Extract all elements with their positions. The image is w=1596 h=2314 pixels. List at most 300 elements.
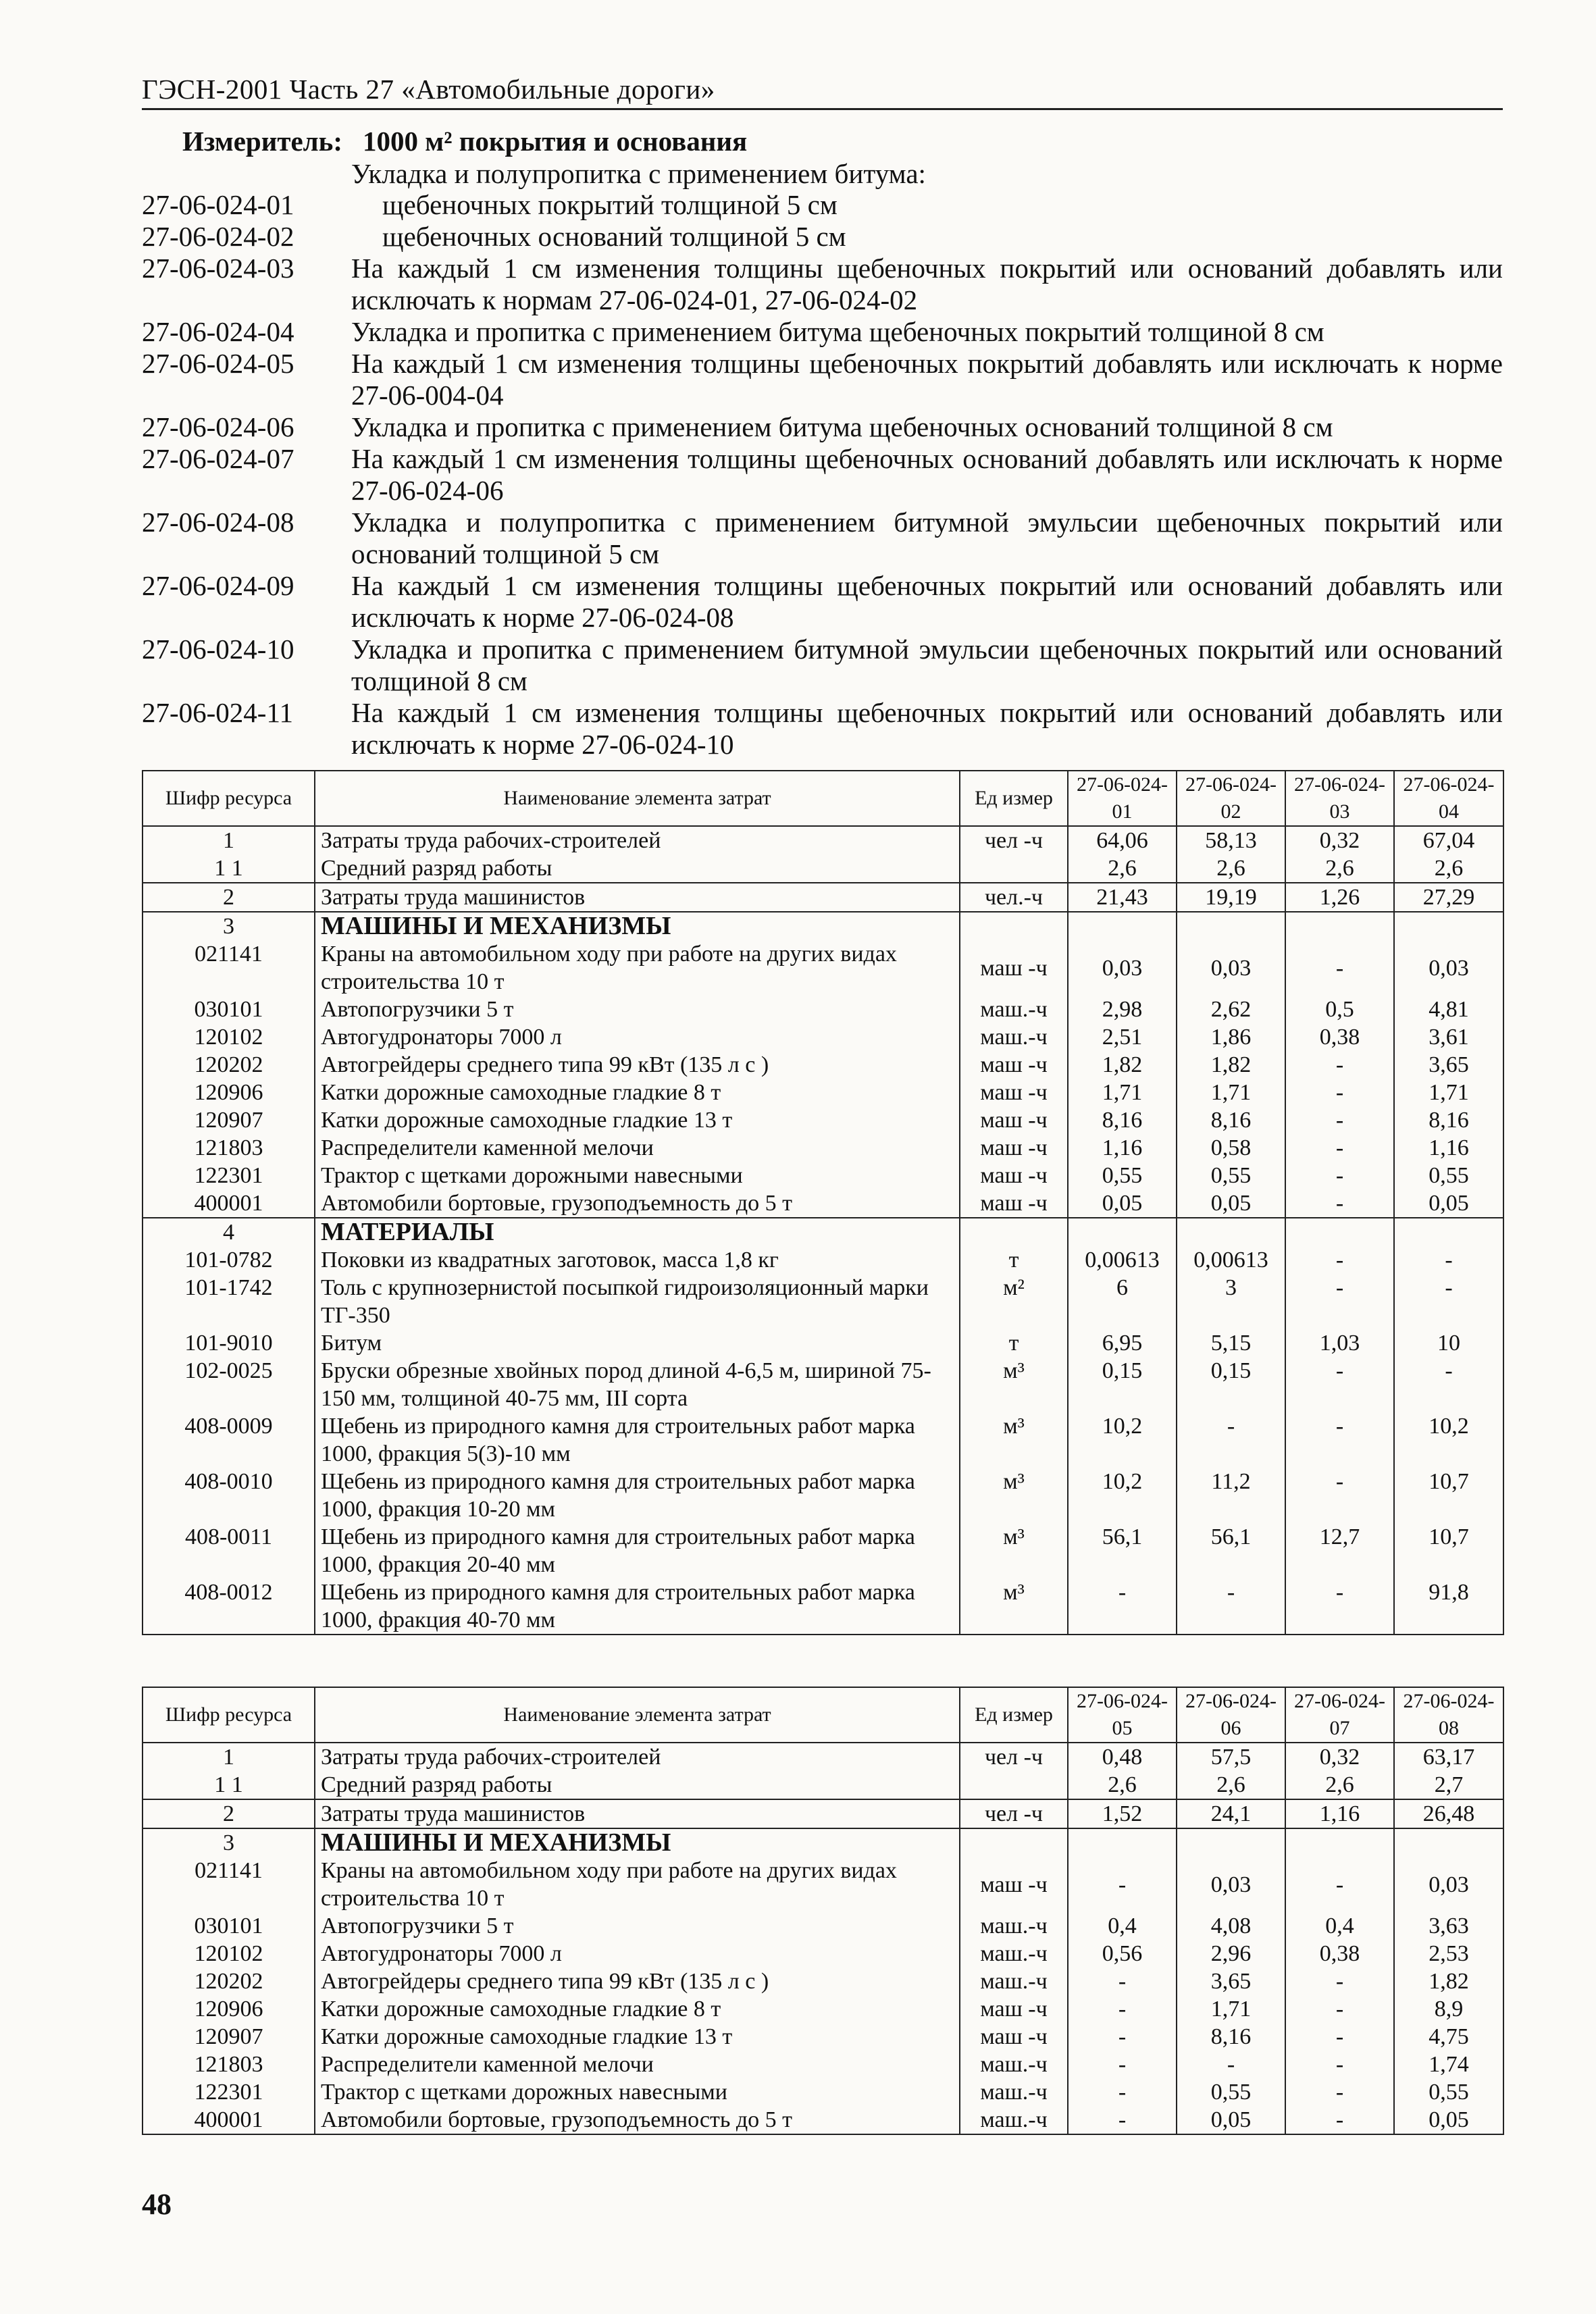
norm-description: Укладка и пропитка с применением битума щебеночных покрытий толщиной 8 см xyxy=(351,316,1324,347)
cell-value: 2,6 xyxy=(1394,854,1503,883)
cell-code: 408-0011 xyxy=(143,1523,315,1578)
cell-name: Краны на автомобильном ходу при работе на других видах строительства 10 т xyxy=(315,1857,960,1912)
cell-value: - xyxy=(1285,1357,1394,1412)
cell-name: Автогудронаторы 7000 л xyxy=(315,1940,960,1968)
cell-value: 1,71 xyxy=(1177,1079,1285,1106)
cell-value: - xyxy=(1285,1274,1394,1329)
table-row xyxy=(143,2051,1503,2078)
cell-value: - xyxy=(1285,1189,1394,1218)
page-number: 48 xyxy=(142,2188,172,2221)
cell-value: 0,55 xyxy=(1394,2078,1503,2106)
cell-value: - xyxy=(1285,1162,1394,1189)
cell-unit xyxy=(960,1771,1068,1799)
cell-code: 408-0010 xyxy=(143,1468,315,1523)
cell-name: Щебень из природного камня для строительных работ марка 1000, фракция 20-40 мм xyxy=(315,1523,960,1578)
cell-value: 1,74 xyxy=(1394,2051,1503,2078)
cell-value xyxy=(1394,1828,1503,1857)
cell-code: 021141 xyxy=(143,1857,315,1912)
norm-entry xyxy=(142,570,1503,634)
cell-name: Автомобили бортовые, грузоподъемность до 5 т xyxy=(315,1189,960,1218)
cell-value: 8,9 xyxy=(1394,1995,1503,2023)
table-row xyxy=(143,1274,1503,1329)
cell-unit: чел -ч xyxy=(960,826,1068,854)
cell-name: Краны на автомобильном ходу при работе на других видах строительства 10 т xyxy=(315,940,960,996)
cell-name: Катки дорожные самоходные гладкие 8 т xyxy=(315,1079,960,1106)
cell-unit: маш -ч xyxy=(960,1051,1068,1079)
norm-code: 27-06-024-03 xyxy=(142,253,294,284)
cell-value: 21,43 xyxy=(1068,883,1177,912)
column-header: 27-06-024-07 xyxy=(1285,1687,1394,1743)
cell-unit: маш -ч xyxy=(960,940,1068,996)
cell-unit xyxy=(960,854,1068,883)
table-row xyxy=(143,1940,1503,1968)
table-row xyxy=(143,826,1503,854)
cell-unit: т xyxy=(960,1246,1068,1274)
norm-code: 27-06-024-08 xyxy=(142,507,294,538)
cell-value: - xyxy=(1177,1412,1285,1468)
cell-name: Трактор с щетками дорожных навесными xyxy=(315,2078,960,2106)
cell-code: 030101 xyxy=(143,1912,315,1940)
cell-code: 120907 xyxy=(143,2023,315,2051)
cell-value: 1,52 xyxy=(1068,1799,1177,1828)
table-row xyxy=(143,1799,1503,1828)
cell-code: 101-9010 xyxy=(143,1329,315,1357)
cell-value: 6,95 xyxy=(1068,1329,1177,1357)
cell-value: 67,04 xyxy=(1394,826,1503,854)
table-row xyxy=(143,1912,1503,1940)
cell-unit: маш -ч xyxy=(960,1079,1068,1106)
cell-value: - xyxy=(1285,2023,1394,2051)
resource-table-1 xyxy=(142,770,1504,1635)
cell-value: 58,13 xyxy=(1177,826,1285,854)
cell-value: 0,4 xyxy=(1285,1912,1394,1940)
table-row xyxy=(143,940,1503,996)
cell-value: 1,71 xyxy=(1068,1079,1177,1106)
cell-value: - xyxy=(1285,1968,1394,1995)
cell-value: 0,48 xyxy=(1068,1743,1177,1771)
cell-value: 0,55 xyxy=(1177,1162,1285,1189)
column-header: 27-06-024-05 xyxy=(1068,1687,1177,1743)
norm-description: На каждый 1 см изменения толщины щебеночных покрытий или оснований добавлять или исключать к норме 27-06-024-10 xyxy=(351,697,1503,760)
table-row xyxy=(143,1189,1503,1218)
cell-code: 021141 xyxy=(143,940,315,996)
cell-unit: маш -ч xyxy=(960,1162,1068,1189)
cell-code: 4 xyxy=(143,1218,315,1246)
cell-unit: маш -ч xyxy=(960,1134,1068,1162)
cell-code: 120907 xyxy=(143,1106,315,1134)
cell-name: Щебень из природного камня для строительных работ марка 1000, фракция 40-70 мм xyxy=(315,1578,960,1635)
cell-value: 1,16 xyxy=(1285,1799,1394,1828)
cell-value: 1,16 xyxy=(1394,1134,1503,1162)
column-header: 27-06-024-01 xyxy=(1068,771,1177,826)
cell-name: Щебень из природного камня для строительных работ марка 1000, фракция 10-20 мм xyxy=(315,1468,960,1523)
cell-value xyxy=(1068,912,1177,940)
cell-unit: м² xyxy=(960,1274,1068,1329)
cell-value: - xyxy=(1068,1968,1177,1995)
cell-value: 0,55 xyxy=(1068,1162,1177,1189)
table-row xyxy=(143,1468,1503,1523)
norm-code: 27-06-024-02 xyxy=(142,221,294,252)
table-row xyxy=(143,1134,1503,1162)
cell-code: 3 xyxy=(143,912,315,940)
page-header-title: ГЭСН-2001 Часть 27 «Автомобильные дороги» xyxy=(142,74,715,105)
column-header: Шифр ресурса xyxy=(143,1687,315,1743)
cell-code: 120102 xyxy=(143,1940,315,1968)
cell-value: 24,1 xyxy=(1177,1799,1285,1828)
cell-value: 2,53 xyxy=(1394,1940,1503,1968)
cell-code: 101-1742 xyxy=(143,1274,315,1329)
cell-code: 122301 xyxy=(143,1162,315,1189)
cell-value: 1,16 xyxy=(1068,1134,1177,1162)
cell-code: 102-0025 xyxy=(143,1357,315,1412)
cell-value: 57,5 xyxy=(1177,1743,1285,1771)
cell-code: 120906 xyxy=(143,1995,315,2023)
section-header-row xyxy=(143,1828,1503,1857)
cell-value: - xyxy=(1177,2051,1285,2078)
column-header: Ед измер xyxy=(960,771,1068,826)
cell-name: Средний разряд работы xyxy=(315,1771,960,1799)
cell-unit: маш.-ч xyxy=(960,2106,1068,2134)
norm-entry xyxy=(142,189,1503,221)
cell-value: 26,48 xyxy=(1394,1799,1503,1828)
cell-value: 0,00613 xyxy=(1068,1246,1177,1274)
table-row xyxy=(143,1968,1503,1995)
cell-code: 408-0009 xyxy=(143,1412,315,1468)
cell-code: 2 xyxy=(143,1799,315,1828)
measure-line xyxy=(182,125,747,157)
cell-value xyxy=(1285,912,1394,940)
norm-entry xyxy=(142,253,1503,316)
cell-name: Бруски обрезные хвойных пород длиной 4-6,5 м, шириной 75-150 мм, толщиной 40-75 мм, III сорта xyxy=(315,1357,960,1412)
cell-value: 0,15 xyxy=(1177,1357,1285,1412)
cell-unit: маш.-ч xyxy=(960,2078,1068,2106)
cell-value: 0,03 xyxy=(1394,940,1503,996)
table-row xyxy=(143,1357,1503,1412)
cell-value: 6 xyxy=(1068,1274,1177,1329)
cell-value: 3,63 xyxy=(1394,1912,1503,1940)
cell-value: 1,71 xyxy=(1394,1079,1503,1106)
norm-entry xyxy=(142,221,1503,253)
cell-unit: чел -ч xyxy=(960,1743,1068,1771)
table-row xyxy=(143,1246,1503,1274)
norm-code: 27-06-024-06 xyxy=(142,411,294,442)
cell-unit: м³ xyxy=(960,1578,1068,1635)
cell-value: - xyxy=(1068,2106,1177,2134)
table-row xyxy=(143,1106,1503,1134)
cell-value: - xyxy=(1285,2106,1394,2134)
cell-value: 0,32 xyxy=(1285,1743,1394,1771)
cell-value: 4,08 xyxy=(1177,1912,1285,1940)
cell-value: 0,03 xyxy=(1394,1857,1503,1912)
table-row xyxy=(143,1771,1503,1799)
cell-value: 0,05 xyxy=(1177,1189,1285,1218)
cell-value: 0,55 xyxy=(1177,2078,1285,2106)
cell-name: Катки дорожные самоходные гладкие 8 т xyxy=(315,1995,960,2023)
cell-value xyxy=(1177,1218,1285,1246)
cell-value: 0,03 xyxy=(1177,1857,1285,1912)
cell-name: Автопогрузчики 5 т xyxy=(315,996,960,1023)
table-row xyxy=(143,1162,1503,1189)
cell-value xyxy=(1068,1828,1177,1857)
norm-code: 27-06-024-09 xyxy=(142,570,294,601)
table-row xyxy=(143,1079,1503,1106)
cell-name: Щебень из природного камня для строительных работ марка 1000, фракция 5(3)-10 мм xyxy=(315,1412,960,1468)
norm-description: Укладка и полупропитка с применением битумной эмульсии щебеночных покрытий или оснований толщиной 5 см xyxy=(351,507,1503,569)
cell-value: - xyxy=(1285,1246,1394,1274)
table-row xyxy=(143,1857,1503,1912)
norm-entry xyxy=(142,697,1503,761)
cell-unit: маш -ч xyxy=(960,1189,1068,1218)
cell-value: - xyxy=(1394,1274,1503,1329)
cell-value: 0,56 xyxy=(1068,1940,1177,1968)
cell-value: 3 xyxy=(1177,1274,1285,1329)
cell-value: 27,29 xyxy=(1394,883,1503,912)
cell-value: 56,1 xyxy=(1068,1523,1177,1578)
cell-value xyxy=(1285,1218,1394,1246)
column-header: 27-06-024-08 xyxy=(1394,1687,1503,1743)
cell-name: Автомобили бортовые, грузоподъемность до 5 т xyxy=(315,2106,960,2134)
cell-value: 0,05 xyxy=(1394,1189,1503,1218)
table-row xyxy=(143,1412,1503,1468)
cell-unit: маш.-ч xyxy=(960,2051,1068,2078)
norm-code: 27-06-024-05 xyxy=(142,348,294,379)
cell-code: 120202 xyxy=(143,1051,315,1079)
cell-value: - xyxy=(1285,1051,1394,1079)
cell-value: 3,65 xyxy=(1394,1051,1503,1079)
cell-unit: маш.-ч xyxy=(960,1023,1068,1051)
norm-description: Укладка и пропитка с применением битума щебеночных оснований толщиной 8 см xyxy=(351,411,1333,442)
table-header-row xyxy=(143,1687,1503,1743)
cell-value: 2,6 xyxy=(1177,854,1285,883)
cell-code: 120102 xyxy=(143,1023,315,1051)
norm-description: На каждый 1 см изменения толщины щебеночных оснований добавлять или исключать к норме 27-06-024-06 xyxy=(351,443,1503,506)
cell-value: 0,55 xyxy=(1394,1162,1503,1189)
cell-value: 8,16 xyxy=(1068,1106,1177,1134)
cell-unit: маш.-ч xyxy=(960,996,1068,1023)
cell-value: 0,38 xyxy=(1285,1940,1394,1968)
table-row xyxy=(143,2023,1503,2051)
cell-name: Затраты труда машинистов xyxy=(315,883,960,912)
cell-code: 120202 xyxy=(143,1968,315,1995)
cell-value: 4,81 xyxy=(1394,996,1503,1023)
cell-unit: маш -ч xyxy=(960,1857,1068,1912)
cell-value: 0,32 xyxy=(1285,826,1394,854)
column-header: Ед измер xyxy=(960,1687,1068,1743)
cell-name: Катки дорожные самоходные гладкие 13 т xyxy=(315,1106,960,1134)
norm-description: Укладка и пропитка с применением битумной эмульсии щебеночных покрытий или оснований толщиной 8 см xyxy=(351,634,1503,696)
cell-value: 10,2 xyxy=(1394,1412,1503,1468)
resource-table-2 xyxy=(142,1687,1504,2135)
norm-entry xyxy=(142,316,1503,348)
norm-description: На каждый 1 см изменения толщины щебеночных покрытий или оснований добавлять или исключать к нормам 27-06-024-01, 27-06-024-02 xyxy=(351,253,1503,315)
cell-value: 10,2 xyxy=(1068,1412,1177,1468)
table-row xyxy=(143,1023,1503,1051)
cell-code: 1 1 xyxy=(143,1771,315,1799)
cell-value xyxy=(1394,1218,1503,1246)
table-row xyxy=(143,996,1503,1023)
cell-name: Распределители каменной мелочи xyxy=(315,1134,960,1162)
cell-name: Автогрейдеры среднего типа 99 кВт (135 л с ) xyxy=(315,1968,960,1995)
cell-value: 10 xyxy=(1394,1329,1503,1357)
cell-code: 121803 xyxy=(143,2051,315,2078)
cell-unit: маш.-ч xyxy=(960,1968,1068,1995)
cell-code: 400001 xyxy=(143,1189,315,1218)
table-row xyxy=(143,1523,1503,1578)
cell-code: 3 xyxy=(143,1828,315,1857)
cell-value: 0,05 xyxy=(1068,1189,1177,1218)
cell-value xyxy=(1177,1828,1285,1857)
cell-unit: маш -ч xyxy=(960,1995,1068,2023)
norm-entries-list xyxy=(142,189,1503,761)
cell-value: 0,15 xyxy=(1068,1357,1177,1412)
norm-entry xyxy=(142,634,1503,697)
cell-unit: маш.-ч xyxy=(960,1940,1068,1968)
norm-code: 27-06-024-04 xyxy=(142,316,294,347)
cell-value: 2,98 xyxy=(1068,996,1177,1023)
cell-value xyxy=(1285,1828,1394,1857)
cell-unit xyxy=(960,1218,1068,1246)
norm-description: На каждый 1 см изменения толщины щебеночных покрытий или оснований добавлять или исключать к норме 27-06-024-08 xyxy=(351,570,1503,633)
norm-entry xyxy=(142,348,1503,411)
cell-unit: маш -ч xyxy=(960,2023,1068,2051)
cell-value: 0,5 xyxy=(1285,996,1394,1023)
cell-name: Автопогрузчики 5 т xyxy=(315,1912,960,1940)
cell-name: Трактор с щетками дорожными навесными xyxy=(315,1162,960,1189)
cell-value: 3,61 xyxy=(1394,1023,1503,1051)
cell-unit xyxy=(960,912,1068,940)
cell-value: 12,7 xyxy=(1285,1523,1394,1578)
cell-unit: маш -ч xyxy=(960,1106,1068,1134)
cell-code: 1 1 xyxy=(143,854,315,883)
cell-value: 8,16 xyxy=(1177,1106,1285,1134)
cell-value: - xyxy=(1285,1468,1394,1523)
cell-unit: чел.-ч xyxy=(960,883,1068,912)
cell-name: Толь с крупнозернистой посыпкой гидроизоляционный марки ТГ-350 xyxy=(315,1274,960,1329)
cell-value: 2,6 xyxy=(1068,854,1177,883)
cell-value: 0,38 xyxy=(1285,1023,1394,1051)
cell-value: - xyxy=(1068,1857,1177,1912)
cell-value: - xyxy=(1068,2078,1177,2106)
cell-value: 1,86 xyxy=(1177,1023,1285,1051)
cell-value: - xyxy=(1285,1578,1394,1635)
cell-value: - xyxy=(1068,1995,1177,2023)
cell-value: 8,16 xyxy=(1177,2023,1285,2051)
cell-value: - xyxy=(1068,2023,1177,2051)
column-header: 27-06-024-02 xyxy=(1177,771,1285,826)
cell-value: 2,7 xyxy=(1394,1771,1503,1799)
cell-value xyxy=(1177,912,1285,940)
cell-unit: м³ xyxy=(960,1523,1068,1578)
cell-value: 0,58 xyxy=(1177,1134,1285,1162)
cell-value: 5,15 xyxy=(1177,1329,1285,1357)
cell-code: 030101 xyxy=(143,996,315,1023)
cell-unit: м³ xyxy=(960,1468,1068,1523)
cell-name: Затраты труда рабочих-строителей xyxy=(315,826,960,854)
norm-code: 27-06-024-10 xyxy=(142,634,294,665)
cell-value: 1,03 xyxy=(1285,1329,1394,1357)
measure-label: Измеритель: xyxy=(182,126,343,157)
column-header: Наименование элемента затрат xyxy=(315,1687,960,1743)
cell-value: 2,96 xyxy=(1177,1940,1285,1968)
cell-name: Катки дорожные самоходные гладкие 13 т xyxy=(315,2023,960,2051)
cell-name: Поковки из квадратных заготовок, масса 1,8 кг xyxy=(315,1246,960,1274)
cell-value: 1,71 xyxy=(1177,1995,1285,2023)
cell-value: 0,00613 xyxy=(1177,1246,1285,1274)
cell-value: - xyxy=(1285,1134,1394,1162)
table-row xyxy=(143,883,1503,912)
cell-name: Средний разряд работы xyxy=(315,854,960,883)
cell-name: Затраты труда рабочих-строителей xyxy=(315,1743,960,1771)
cell-value: 91,8 xyxy=(1394,1578,1503,1635)
norm-entry xyxy=(142,411,1503,443)
cell-value: 1,82 xyxy=(1177,1051,1285,1079)
cell-name: Затраты труда машинистов xyxy=(315,1799,960,1828)
intro-text: Укладка и полупропитка с применением битума: xyxy=(351,158,926,189)
cell-value: - xyxy=(1177,1578,1285,1635)
cell-value: 3,65 xyxy=(1177,1968,1285,1995)
cell-value: 1,26 xyxy=(1285,883,1394,912)
table-row xyxy=(143,1329,1503,1357)
norm-description: На каждый 1 см изменения толщины щебеночных покрытий добавлять или исключать к норме 27-06-004-04 xyxy=(351,348,1503,411)
cell-value: 0,03 xyxy=(1068,940,1177,996)
cell-value: - xyxy=(1394,1246,1503,1274)
cell-value: - xyxy=(1285,2078,1394,2106)
cell-value: 1,82 xyxy=(1068,1051,1177,1079)
cell-code: 121803 xyxy=(143,1134,315,1162)
table-row xyxy=(143,1743,1503,1771)
norm-code: 27-06-024-11 xyxy=(142,697,293,728)
cell-value: - xyxy=(1285,1106,1394,1134)
cell-value: 10,2 xyxy=(1068,1468,1177,1523)
cell-value: 0,03 xyxy=(1177,940,1285,996)
cell-value: 2,6 xyxy=(1285,854,1394,883)
cell-value: 10,7 xyxy=(1394,1468,1503,1523)
table-row xyxy=(143,2078,1503,2106)
cell-value: 4,75 xyxy=(1394,2023,1503,2051)
cell-name: Автогудронаторы 7000 л xyxy=(315,1023,960,1051)
cell-name: Битум xyxy=(315,1329,960,1357)
table-row xyxy=(143,1051,1503,1079)
cell-value: 0,4 xyxy=(1068,1912,1177,1940)
column-header: Наименование элемента затрат xyxy=(315,771,960,826)
cell-code: 101-0782 xyxy=(143,1246,315,1274)
cell-name: Автогрейдеры среднего типа 99 кВт (135 л с ) xyxy=(315,1051,960,1079)
cell-value: - xyxy=(1285,1857,1394,1912)
cell-code: 408-0012 xyxy=(143,1578,315,1635)
cell-value: 1,82 xyxy=(1394,1968,1503,1995)
cell-value: - xyxy=(1285,940,1394,996)
cell-unit: маш.-ч xyxy=(960,1912,1068,1940)
cell-value: 11,2 xyxy=(1177,1468,1285,1523)
table-row xyxy=(143,854,1503,883)
section-header-row xyxy=(143,1218,1503,1246)
cell-name: МАШИНЫ И МЕХАНИЗМЫ xyxy=(315,1828,960,1857)
column-header: Шифр ресурса xyxy=(143,771,315,826)
measure-unit: 1000 м² покрытия и основания xyxy=(363,126,748,157)
cell-unit: чел -ч xyxy=(960,1799,1068,1828)
column-header: 27-06-024-04 xyxy=(1394,771,1503,826)
cell-value: 63,17 xyxy=(1394,1743,1503,1771)
cell-name: МАШИНЫ И МЕХАНИЗМЫ xyxy=(315,912,960,940)
cell-value: 8,16 xyxy=(1394,1106,1503,1134)
cell-unit: т xyxy=(960,1329,1068,1357)
table-row xyxy=(143,1578,1503,1635)
cell-value: 0,05 xyxy=(1394,2106,1503,2134)
cell-value: 2,6 xyxy=(1068,1771,1177,1799)
cell-code: 120906 xyxy=(143,1079,315,1106)
section-header-row xyxy=(143,912,1503,940)
cell-value: - xyxy=(1285,1079,1394,1106)
